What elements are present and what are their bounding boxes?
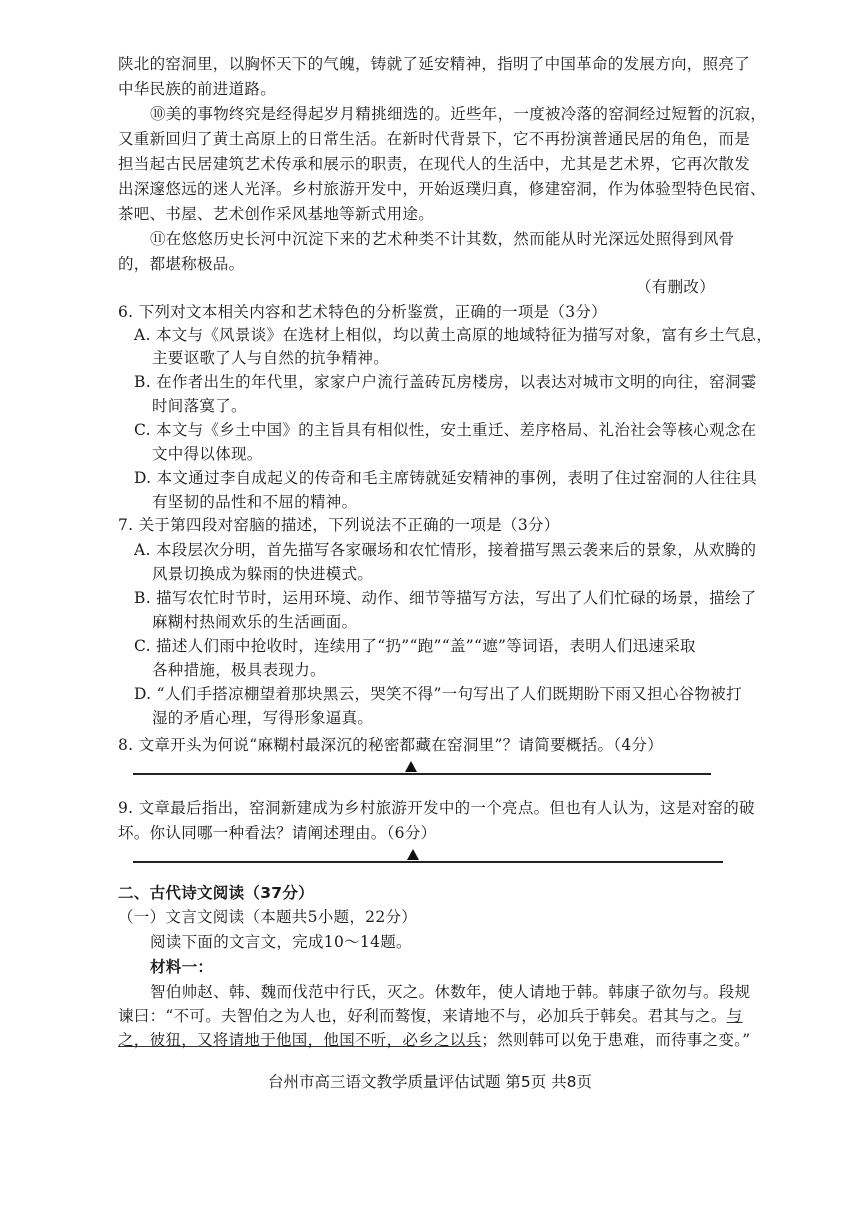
answer-line bbox=[133, 773, 711, 775]
question-9-stem: 9. 文章最后指出，窑洞新建成为乡村旅游开发中的一个亮点。但也有人认为，这是对窑的破 bbox=[118, 799, 755, 817]
passage-line: 又重新回归了黄土高原上的日常生活。在新时代背景下，它不再扮演普通民居的角色，而是 bbox=[118, 130, 751, 148]
question-8-stem: 8. 文章开头为何说“麻糊村最深沉的秘密都藏在窑洞里”？请简要概括。（4分） bbox=[118, 736, 664, 754]
question-6-stem: 6. 下列对文本相关内容和艺术特色的分析鉴赏，正确的一项是（3分） bbox=[118, 303, 607, 321]
classical-text-line bbox=[118, 1028, 750, 1052]
q6-option-a: A. 本文与《风景谈》在选材上相似，均以黄土高原的地域特征为描写对象，富有乡土气息， bbox=[134, 326, 773, 344]
q7-option-a: A. 本段层次分明，首先描写各家碾场和农忙情形，接着描写黑云袭来后的景象，从欢腾的 bbox=[134, 541, 757, 559]
question-9-stem-cont: 坏。你认同哪一种看法？请阐述理由。（6分） bbox=[118, 824, 437, 842]
q7-option-d: D. “人们手搭凉棚望着那块黑云，哭笑不得”一句写出了人们既期盼下雨又担心谷物被打 bbox=[134, 685, 742, 703]
passage-line: ⑪在悠悠历史长河中沉淀下来的艺术种类不计其数，然而能从时光深远处照得到风骨 bbox=[150, 230, 735, 248]
q6-option-c-cont: 文中得以体现。 bbox=[152, 445, 263, 463]
q6-option-c: C. 本文与《乡土中国》的主旨具有相似性，安土重迁、差序格局、礼治社会等核心观念在 bbox=[134, 421, 757, 439]
answer-line bbox=[133, 861, 723, 863]
passage-line: 的，都堪称极品。 bbox=[118, 255, 245, 273]
material-label: 材料一： bbox=[150, 957, 214, 976]
answer-marker-triangle-icon bbox=[407, 849, 419, 860]
classical-text-span: 谏曰：“不可。夫智伯之为人也，好利而骜愎，来请地不与，必加兵于韩矣。君其与之。 bbox=[118, 1007, 727, 1025]
passage-line: 陕北的窑洞里，以胸怀天下的气魄，铸就了延安精神，指明了中国革命的发展方向，照亮了 bbox=[118, 55, 751, 73]
passage-line: 担当起古民居建筑艺术传承和展示的职责，在现代人的生活中，尤其是艺术界，它再次散发 bbox=[118, 155, 751, 173]
underlined-text: 之，彼狃，又将请地于他国，他国不听，必乡之以兵 bbox=[118, 1031, 482, 1049]
page-footer: 台州市高三语文教学质量评估试题 第5页 共8页 bbox=[267, 1073, 593, 1091]
q6-option-b: B. 在作者出生的年代里，家家户户流行盖砖瓦房楼房，以表达对城市文明的向往，窑洞霎 bbox=[134, 373, 757, 391]
passage-line: 中华民族的前进道路。 bbox=[118, 80, 277, 98]
q7-option-a-cont: 风景切换成为躲雨的快进模式。 bbox=[152, 565, 374, 583]
q6-option-d: D. 本文通过李自成起义的传奇和毛主席铸就延安精神的事例，表明了住过窑洞的人往往具 bbox=[134, 469, 758, 487]
q7-option-d-cont: 湿的矛盾心理，写得形象逼真。 bbox=[152, 709, 374, 727]
section-subtitle: （一）文言文阅读（本题共5小题，22分） bbox=[118, 908, 418, 926]
q7-option-c: C. 描述人们雨中抢收时，连续用了“扔”“跑”“盖”“遮”等词语，表明人们迅速采取 bbox=[134, 637, 696, 655]
passage-note: （有删改） bbox=[636, 278, 716, 296]
section-title: 二、古代诗文阅读（37分） bbox=[118, 884, 314, 902]
passage-line: 茶吧、书屋、艺术创作采风基地等新式用途。 bbox=[118, 205, 435, 223]
underlined-text: 与 bbox=[726, 1007, 743, 1025]
classical-text-line: 智伯帅赵、韩、魏而伐范中行氏，灭之。休数年，使人请地于韩。韩康子欲勿与。段规 bbox=[150, 983, 751, 1001]
q7-option-c-cont: 各种措施，极具表现力。 bbox=[152, 661, 326, 679]
q6-option-a-cont: 主要讴歌了人与自然的抗争精神。 bbox=[152, 349, 390, 367]
q7-option-b-cont: 麻糊村热闹欢乐的生活画面。 bbox=[152, 613, 358, 631]
classical-text-span: ；然则韩可以免于患难，而待事之变。” bbox=[481, 1031, 751, 1049]
reading-instruction: 阅读下面的文言文，完成10～14题。 bbox=[150, 933, 412, 951]
q6-option-d-cont: 有坚韧的品性和不屈的精神。 bbox=[152, 493, 358, 511]
classical-text-line bbox=[118, 1004, 742, 1028]
q7-option-b: B. 描写农忙时节时，运用环境、动作、细节等描写方法，写出了人们忙碌的场景，描绘了 bbox=[134, 589, 757, 607]
question-7-stem: 7. 关于第四段对窑脑的描述，下列说法不正确的一项是（3分） bbox=[118, 516, 560, 534]
answer-marker-triangle-icon bbox=[405, 761, 417, 772]
passage-line: 出深邃悠远的迷人光泽。乡村旅游开发中，开始返璞归真，修建窑洞，作为体验型特色民宿、 bbox=[118, 180, 766, 198]
passage-line: ⑩美的事物终究是经得起岁月精挑细选的。近些年，一度被冷落的窑洞经过短暂的沉寂， bbox=[150, 105, 767, 123]
q6-option-b-cont: 时间落寞了。 bbox=[152, 397, 247, 415]
